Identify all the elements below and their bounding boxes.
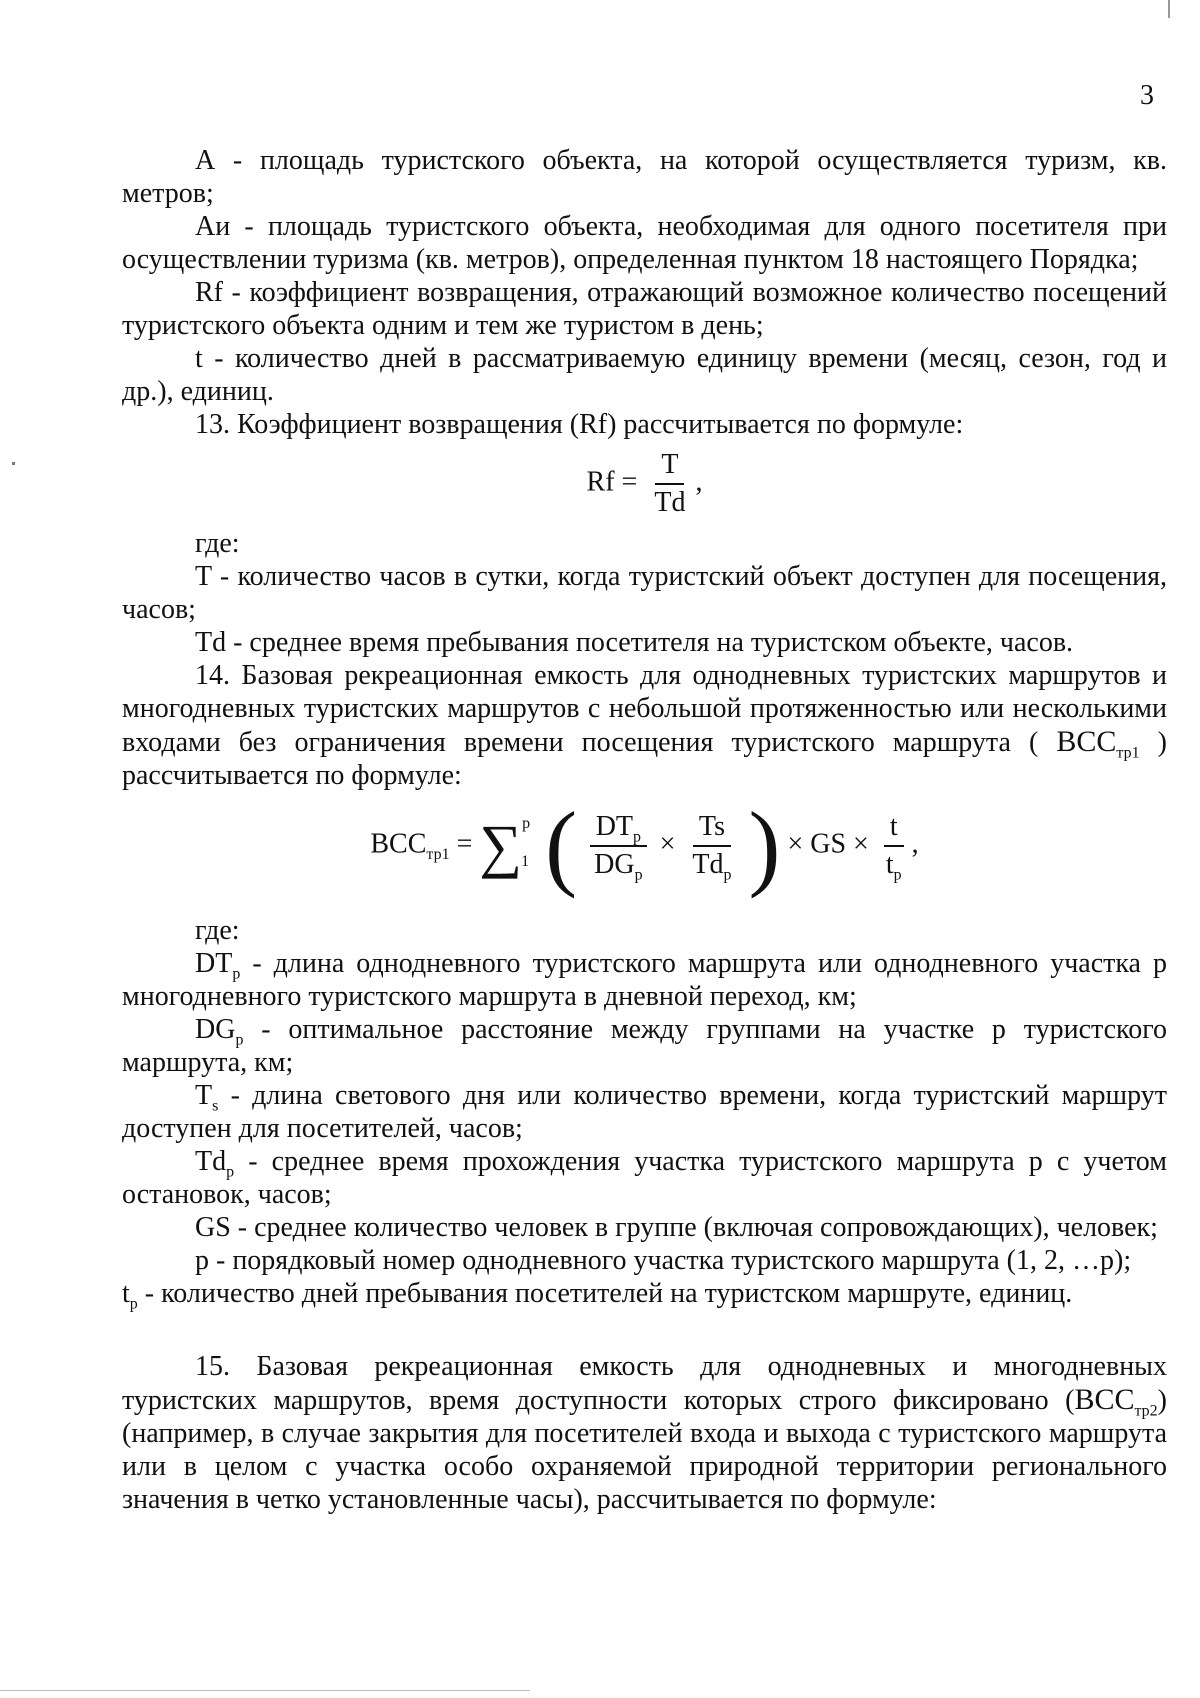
- times-sign: ×: [659, 828, 676, 860]
- paragraph-13: 13. Коэффициент возвращения (Rf) рассчитывается по формуле:: [195, 409, 964, 440]
- paragraph-rf: Rf - коэффициент возвращения, отражающий возможное количество посещений туристского объекта одним и тем же туристом в день;: [122, 277, 1167, 341]
- formula-rf: [122, 449, 1167, 521]
- paragraph-14-symbol: BCC: [1056, 725, 1117, 758]
- fraction-dt-dg: $\frac{DT_p}{DG_p}$: [588, 811, 648, 881]
- paragraph-14-tail: ) рассчитывается по формуле:: [122, 727, 1167, 791]
- fraction-t-tp: $\frac{t}{t_p}$: [885, 811, 902, 884]
- definition-T: T - количество часов в сутки, когда туристский объект доступен для посещения, часов;: [122, 561, 1167, 625]
- formula-bcc1-lhs-sub: тр1: [426, 846, 450, 864]
- formula-rf-denominator: Td: [654, 487, 686, 518]
- sum-lower: 1: [521, 853, 530, 871]
- paren-left: (: [545, 792, 578, 899]
- fraction-ts-td: $\frac{Ts}{Td_p}$: [692, 811, 732, 884]
- definition-Td: Td - среднее время пребывания посетителя на туристском объекте, часов.: [195, 627, 1074, 658]
- paragraph-area-ai: Аи - площадь туристского объекта, необходимая для одного посетителя при осуществлении туризма (кв. метров), определенная пунктом 18 настоящего Порядка;: [122, 211, 1167, 275]
- definition-DTp: $DT_p$ - длина однодневного туристского маршрута или однодневного участка p многодневного туристского маршрута в дневной переход, км;: [122, 948, 1167, 1012]
- fraction-t: t: [884, 811, 904, 847]
- fraction-td: Td: [692, 849, 724, 880]
- fraction-dg: DG: [594, 849, 635, 880]
- paragraph-14-text: 14. Базовая рекреационная емкость для однодневных туристских маршрутов и многодневных туристских маршрутов с небольшой протяженностью или несколькими входами без ограничения времени посещения туристского маршрута (: [122, 660, 1167, 758]
- fraction-tp: t: [885, 849, 894, 880]
- paragraph-15-text: 15. Базовая рекреационная емкость для однодневных и многодневных туристских маршрутов, время доступности которых строго фиксировано (: [122, 1351, 1167, 1416]
- definition-Tdp: $Td_p$ - среднее время прохождения участка туристского маршрута p с учетом остановок, часов;: [122, 1146, 1167, 1210]
- paragraph-15: [122, 1350, 1167, 1516]
- document-body: [122, 144, 1167, 1516]
- paragraph-15-symbol: BCC: [1074, 1383, 1135, 1416]
- paragraph-area-a: А - площадь туристского объекта, на которой осуществляется туризм, кв. метров;: [122, 145, 1167, 209]
- paragraph-15-symbol-sub: тр2: [1134, 1402, 1158, 1420]
- fraction-dt: DT: [595, 811, 634, 842]
- definition-GS: GS - среднее количество человек в группе (включая сопровождающих), человек;: [195, 1212, 1158, 1243]
- paragraph-15-tail: ) (например, в случае закрытия для посетителей входа и выхода с туристского маршрута или в целом с участка особо охраняемой природной территории регионального значения в четко установленные часы), рассчитывается по формуле:: [122, 1385, 1167, 1515]
- formula-rf-numerator: T: [655, 449, 684, 485]
- definition-p: p - порядковый номер однодневного участка туристского маршрута (1, 2, …p);: [195, 1245, 1132, 1276]
- formula-rf-comma: ,: [695, 466, 703, 498]
- formula-rf-eq: =: [621, 466, 638, 498]
- definition-tp: $t_p$ - количество дней пребывания посетителей на туристском маршруте, единиц.: [122, 1278, 1073, 1313]
- scan-mark: [1168, 0, 1170, 18]
- formula-rf-fraction: [648, 449, 691, 519]
- definition-DGp: $DG_p$ - оптимальное расстояние между группами на участке p туристского маршрута, км;: [122, 1014, 1167, 1078]
- sum-upper: p: [522, 815, 531, 833]
- scan-dot: [12, 462, 15, 465]
- formula-rf-lhs: Rf: [586, 466, 615, 498]
- formula-bcc1-lhs: BCC: [370, 828, 427, 860]
- where-label-1: где:: [195, 528, 240, 559]
- where-label-2: где:: [195, 915, 240, 946]
- fraction-ts: Ts: [693, 811, 731, 847]
- definition-Ts: $T_s$ - длина светового дня или количество времени, когда туристский маршрут доступен для посетителей, часов;: [122, 1080, 1167, 1144]
- paragraph-t: t - количество дней в рассматриваемую единицу времени (месяц, сезон, год и др.), единиц.: [122, 343, 1167, 407]
- formula-bcc1: [122, 792, 1167, 910]
- paragraph-14: [122, 659, 1167, 792]
- gs-term: × GS ×: [787, 828, 869, 860]
- page-number: 3: [1140, 80, 1154, 111]
- formula-bcc1-comma: ,: [911, 828, 919, 860]
- sum-sign: ∑: [479, 813, 523, 879]
- formula-bcc1-eq: =: [456, 828, 473, 860]
- scan-edge: [0, 1690, 530, 1691]
- paren-right: ): [748, 792, 781, 899]
- paragraph-14-symbol-sub: тр1: [1116, 744, 1140, 762]
